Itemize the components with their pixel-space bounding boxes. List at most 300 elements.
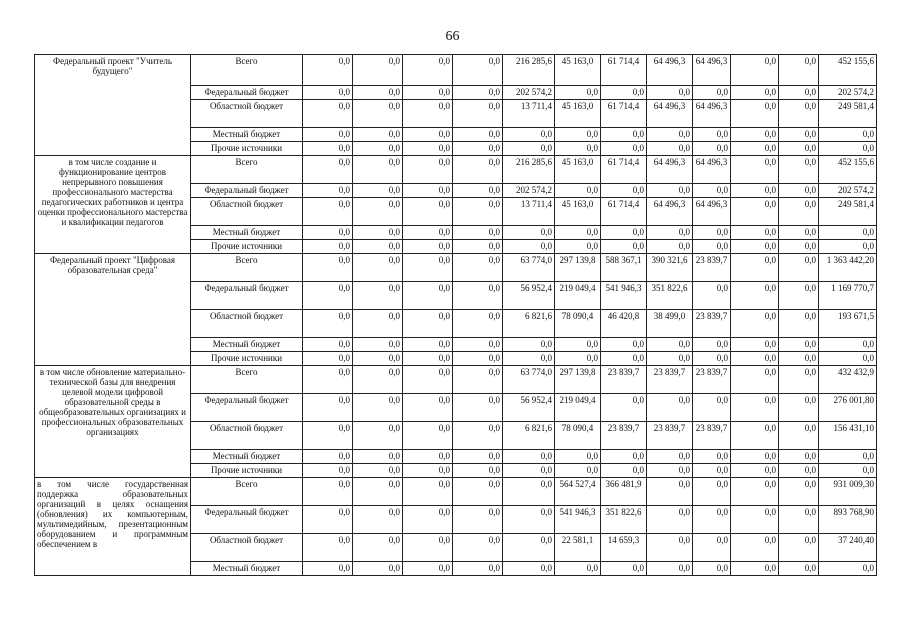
value-cell: 0,0 [453, 310, 503, 338]
funding-source-cell: Всего [191, 55, 303, 86]
value-cell: 0,0 [303, 478, 353, 506]
value-cell: 1 363 442,20 [819, 254, 877, 282]
value-cell: 366 481,9 [601, 478, 647, 506]
value-cell: 0,0 [647, 562, 693, 576]
value-cell: 193 671,5 [819, 310, 877, 338]
funding-source-cell: Местный бюджет [191, 128, 303, 142]
value-cell: 0,0 [453, 100, 503, 128]
value-cell: 0,0 [601, 128, 647, 142]
value-cell: 0,0 [353, 142, 403, 156]
value-cell: 0,0 [779, 226, 819, 240]
project-name-cell: в том числе государственная поддержка образовательных организаций в целях оснащения (обновления) их компьютерным, мультимедийным, презентационным оборудованием и программным обеспечением в [35, 478, 191, 576]
value-cell: 0,0 [403, 55, 453, 86]
value-cell: 0,0 [693, 282, 731, 310]
value-cell: 0,0 [503, 450, 555, 464]
value-cell: 45 163,0 [555, 55, 601, 86]
value-cell: 0,0 [819, 562, 877, 576]
value-cell: 0,0 [601, 86, 647, 100]
value-cell: 541 946,3 [601, 282, 647, 310]
value-cell: 0,0 [779, 394, 819, 422]
value-cell: 0,0 [601, 562, 647, 576]
value-cell: 0,0 [403, 128, 453, 142]
table-row [35, 478, 877, 506]
funding-source-cell: Прочие источники [191, 352, 303, 366]
value-cell: 0,0 [353, 86, 403, 100]
value-cell: 0,0 [403, 394, 453, 422]
value-cell: 0,0 [303, 86, 353, 100]
funding-source-cell: Местный бюджет [191, 338, 303, 352]
value-cell: 0,0 [779, 282, 819, 310]
value-cell: 64 496,3 [693, 100, 731, 128]
value-cell: 0,0 [601, 464, 647, 478]
value-cell: 564 527,4 [555, 478, 601, 506]
value-cell: 0,0 [555, 142, 601, 156]
value-cell: 0,0 [693, 450, 731, 464]
value-cell: 0,0 [403, 352, 453, 366]
funding-source-cell: Прочие источники [191, 464, 303, 478]
value-cell: 0,0 [693, 352, 731, 366]
value-cell: 0,0 [303, 156, 353, 184]
value-cell: 0,0 [453, 506, 503, 534]
value-cell: 351 822,6 [647, 282, 693, 310]
value-cell: 0,0 [403, 184, 453, 198]
value-cell: 23 839,7 [693, 422, 731, 450]
value-cell: 0,0 [779, 254, 819, 282]
funding-source-cell: Областной бюджет [191, 310, 303, 338]
value-cell: 0,0 [693, 184, 731, 198]
value-cell: 61 714,4 [601, 55, 647, 86]
value-cell: 156 431,10 [819, 422, 877, 450]
value-cell: 0,0 [601, 240, 647, 254]
funding-source-cell: Федеральный бюджет [191, 282, 303, 310]
value-cell: 0,0 [731, 282, 779, 310]
value-cell: 219 049,4 [555, 282, 601, 310]
value-cell: 0,0 [453, 86, 503, 100]
value-cell: 0,0 [353, 310, 403, 338]
value-cell: 0,0 [779, 100, 819, 128]
value-cell: 0,0 [303, 464, 353, 478]
value-cell: 0,0 [693, 562, 731, 576]
value-cell: 351 822,6 [601, 506, 647, 534]
value-cell: 0,0 [693, 338, 731, 352]
value-cell: 0,0 [647, 352, 693, 366]
value-cell: 0,0 [353, 366, 403, 394]
value-cell: 202 574,2 [819, 184, 877, 198]
value-cell: 0,0 [693, 464, 731, 478]
value-cell: 13 711,4 [503, 100, 555, 128]
value-cell: 0,0 [503, 464, 555, 478]
value-cell: 0,0 [403, 562, 453, 576]
value-cell: 0,0 [819, 450, 877, 464]
value-cell: 0,0 [353, 226, 403, 240]
value-cell: 202 574,2 [503, 86, 555, 100]
project-name-cell: Федеральный проект "Учитель будущего" [35, 55, 191, 156]
value-cell: 61 714,4 [601, 100, 647, 128]
value-cell: 0,0 [731, 55, 779, 86]
value-cell: 46 420,8 [601, 310, 647, 338]
value-cell: 23 839,7 [647, 366, 693, 394]
value-cell: 0,0 [819, 338, 877, 352]
value-cell: 0,0 [601, 338, 647, 352]
value-cell: 64 496,3 [647, 55, 693, 86]
value-cell: 0,0 [403, 156, 453, 184]
value-cell: 0,0 [731, 198, 779, 226]
value-cell: 0,0 [353, 464, 403, 478]
value-cell: 0,0 [779, 310, 819, 338]
funding-source-cell: Федеральный бюджет [191, 506, 303, 534]
value-cell: 38 499,0 [647, 310, 693, 338]
value-cell: 1 169 770,7 [819, 282, 877, 310]
table-row [35, 156, 877, 184]
value-cell: 0,0 [731, 128, 779, 142]
value-cell: 0,0 [403, 534, 453, 562]
funding-source-cell: Областной бюджет [191, 534, 303, 562]
value-cell: 0,0 [353, 394, 403, 422]
value-cell: 0,0 [403, 100, 453, 128]
value-cell: 56 952,4 [503, 394, 555, 422]
value-cell: 0,0 [453, 534, 503, 562]
table-row [35, 55, 877, 86]
value-cell: 0,0 [555, 464, 601, 478]
value-cell: 0,0 [731, 142, 779, 156]
value-cell: 0,0 [731, 450, 779, 464]
value-cell: 0,0 [303, 394, 353, 422]
funding-source-cell: Всего [191, 156, 303, 184]
value-cell: 0,0 [693, 142, 731, 156]
value-cell: 0,0 [731, 394, 779, 422]
value-cell: 0,0 [353, 100, 403, 128]
value-cell: 0,0 [353, 478, 403, 506]
value-cell: 0,0 [303, 184, 353, 198]
value-cell: 0,0 [403, 226, 453, 240]
value-cell: 0,0 [731, 534, 779, 562]
value-cell: 0,0 [731, 562, 779, 576]
value-cell: 64 496,3 [647, 198, 693, 226]
value-cell: 0,0 [731, 464, 779, 478]
value-cell: 0,0 [453, 450, 503, 464]
funding-source-cell: Всего [191, 254, 303, 282]
value-cell: 0,0 [819, 128, 877, 142]
value-cell: 0,0 [453, 226, 503, 240]
value-cell: 0,0 [779, 86, 819, 100]
value-cell: 0,0 [503, 128, 555, 142]
value-cell: 0,0 [819, 226, 877, 240]
funding-source-cell: Областной бюджет [191, 422, 303, 450]
value-cell: 0,0 [453, 478, 503, 506]
value-cell: 0,0 [779, 464, 819, 478]
value-cell: 23 839,7 [693, 254, 731, 282]
value-cell: 893 768,90 [819, 506, 877, 534]
value-cell: 0,0 [731, 226, 779, 240]
value-cell: 6 821,6 [503, 422, 555, 450]
value-cell: 0,0 [779, 184, 819, 198]
value-cell: 219 049,4 [555, 394, 601, 422]
value-cell: 0,0 [303, 310, 353, 338]
funding-source-cell: Всего [191, 366, 303, 394]
value-cell: 0,0 [303, 226, 353, 240]
value-cell: 0,0 [403, 254, 453, 282]
value-cell: 0,0 [453, 366, 503, 394]
table-row [35, 254, 877, 282]
value-cell: 23 839,7 [693, 310, 731, 338]
value-cell: 0,0 [601, 394, 647, 422]
value-cell: 0,0 [453, 352, 503, 366]
value-cell: 22 581,1 [555, 534, 601, 562]
value-cell: 452 155,6 [819, 156, 877, 184]
value-cell: 0,0 [647, 128, 693, 142]
value-cell: 0,0 [453, 156, 503, 184]
value-cell: 0,0 [453, 422, 503, 450]
value-cell: 56 952,4 [503, 282, 555, 310]
funding-source-cell: Федеральный бюджет [191, 184, 303, 198]
value-cell: 0,0 [353, 55, 403, 86]
value-cell: 0,0 [693, 534, 731, 562]
value-cell: 0,0 [731, 86, 779, 100]
value-cell: 0,0 [453, 464, 503, 478]
value-cell: 0,0 [303, 128, 353, 142]
value-cell: 0,0 [453, 240, 503, 254]
value-cell: 0,0 [731, 254, 779, 282]
value-cell: 0,0 [353, 282, 403, 310]
value-cell: 0,0 [303, 282, 353, 310]
project-name-cell: Федеральный проект "Цифровая образовательная среда" [35, 254, 191, 366]
value-cell: 14 659,3 [601, 534, 647, 562]
value-cell: 390 321,6 [647, 254, 693, 282]
value-cell: 0,0 [819, 240, 877, 254]
value-cell: 0,0 [453, 184, 503, 198]
value-cell: 0,0 [503, 506, 555, 534]
value-cell: 63 774,0 [503, 254, 555, 282]
value-cell: 297 139,8 [555, 366, 601, 394]
value-cell: 64 496,3 [693, 156, 731, 184]
value-cell: 0,0 [503, 534, 555, 562]
value-cell: 931 009,30 [819, 478, 877, 506]
value-cell: 0,0 [779, 338, 819, 352]
value-cell: 0,0 [353, 156, 403, 184]
value-cell: 0,0 [647, 478, 693, 506]
value-cell: 23 839,7 [693, 366, 731, 394]
value-cell: 61 714,4 [601, 198, 647, 226]
value-cell: 0,0 [819, 352, 877, 366]
value-cell: 0,0 [303, 240, 353, 254]
value-cell: 0,0 [647, 506, 693, 534]
table-row [35, 366, 877, 394]
value-cell: 0,0 [555, 450, 601, 464]
value-cell: 202 574,2 [819, 86, 877, 100]
value-cell: 0,0 [503, 338, 555, 352]
value-cell: 0,0 [779, 366, 819, 394]
value-cell: 0,0 [647, 86, 693, 100]
budget-table [34, 54, 877, 576]
value-cell: 0,0 [731, 366, 779, 394]
value-cell: 0,0 [819, 464, 877, 478]
value-cell: 0,0 [555, 240, 601, 254]
value-cell: 0,0 [693, 86, 731, 100]
page-number: 66 [445, 29, 460, 44]
value-cell: 0,0 [503, 562, 555, 576]
value-cell: 0,0 [647, 226, 693, 240]
value-cell: 0,0 [453, 338, 503, 352]
value-cell: 0,0 [731, 352, 779, 366]
value-cell: 0,0 [503, 142, 555, 156]
value-cell: 78 090,4 [555, 422, 601, 450]
value-cell: 0,0 [353, 338, 403, 352]
value-cell: 0,0 [503, 226, 555, 240]
value-cell: 0,0 [647, 534, 693, 562]
value-cell: 0,0 [303, 562, 353, 576]
value-cell: 0,0 [453, 254, 503, 282]
value-cell: 0,0 [403, 506, 453, 534]
value-cell: 6 821,6 [503, 310, 555, 338]
value-cell: 0,0 [303, 422, 353, 450]
value-cell: 0,0 [403, 478, 453, 506]
value-cell: 0,0 [779, 450, 819, 464]
value-cell: 588 367,1 [601, 254, 647, 282]
value-cell: 541 946,3 [555, 506, 601, 534]
value-cell: 0,0 [303, 100, 353, 128]
value-cell: 0,0 [503, 478, 555, 506]
funding-source-cell: Федеральный бюджет [191, 86, 303, 100]
value-cell: 37 240,40 [819, 534, 877, 562]
value-cell: 0,0 [731, 156, 779, 184]
value-cell: 0,0 [555, 128, 601, 142]
value-cell: 0,0 [303, 198, 353, 226]
value-cell: 0,0 [731, 184, 779, 198]
value-cell: 0,0 [353, 506, 403, 534]
value-cell: 432 432,9 [819, 366, 877, 394]
value-cell: 78 090,4 [555, 310, 601, 338]
value-cell: 0,0 [779, 422, 819, 450]
value-cell: 0,0 [647, 450, 693, 464]
value-cell: 0,0 [403, 198, 453, 226]
funding-source-cell: Всего [191, 478, 303, 506]
value-cell: 0,0 [353, 128, 403, 142]
value-cell: 0,0 [453, 128, 503, 142]
value-cell: 45 163,0 [555, 100, 601, 128]
value-cell: 452 155,6 [819, 55, 877, 86]
value-cell: 0,0 [601, 450, 647, 464]
value-cell: 0,0 [693, 394, 731, 422]
value-cell: 0,0 [303, 254, 353, 282]
value-cell: 0,0 [403, 464, 453, 478]
value-cell: 0,0 [731, 422, 779, 450]
value-cell: 0,0 [353, 450, 403, 464]
value-cell: 63 774,0 [503, 366, 555, 394]
value-cell: 0,0 [693, 506, 731, 534]
value-cell: 0,0 [403, 450, 453, 464]
value-cell: 0,0 [731, 240, 779, 254]
value-cell: 0,0 [403, 86, 453, 100]
value-cell: 45 163,0 [555, 156, 601, 184]
value-cell: 0,0 [731, 478, 779, 506]
value-cell: 0,0 [601, 184, 647, 198]
value-cell: 0,0 [353, 562, 403, 576]
value-cell: 0,0 [503, 240, 555, 254]
project-name-cell: в том числе обновление материально-технической базы для внедрения целевой модели цифровой образовательной среды в общеобразовательных организациях и профессиональных образовательных организациях [35, 366, 191, 478]
value-cell: 0,0 [693, 240, 731, 254]
value-cell: 0,0 [353, 240, 403, 254]
value-cell: 216 285,6 [503, 55, 555, 86]
value-cell: 0,0 [779, 534, 819, 562]
value-cell: 0,0 [779, 352, 819, 366]
value-cell: 249 581,4 [819, 198, 877, 226]
value-cell: 0,0 [303, 338, 353, 352]
value-cell: 0,0 [403, 422, 453, 450]
value-cell: 61 714,4 [601, 156, 647, 184]
value-cell: 64 496,3 [647, 100, 693, 128]
value-cell: 0,0 [353, 422, 403, 450]
value-cell: 0,0 [779, 240, 819, 254]
value-cell: 0,0 [779, 142, 819, 156]
value-cell: 0,0 [453, 394, 503, 422]
value-cell: 0,0 [555, 338, 601, 352]
value-cell: 0,0 [503, 352, 555, 366]
funding-source-cell: Областной бюджет [191, 100, 303, 128]
value-cell: 0,0 [601, 142, 647, 156]
value-cell: 0,0 [353, 352, 403, 366]
value-cell: 13 711,4 [503, 198, 555, 226]
value-cell: 0,0 [453, 142, 503, 156]
funding-source-cell: Прочие источники [191, 142, 303, 156]
value-cell: 0,0 [353, 198, 403, 226]
value-cell: 0,0 [693, 226, 731, 240]
value-cell: 0,0 [353, 254, 403, 282]
value-cell: 276 001,80 [819, 394, 877, 422]
value-cell: 0,0 [647, 240, 693, 254]
value-cell: 0,0 [779, 562, 819, 576]
value-cell: 0,0 [303, 450, 353, 464]
value-cell: 0,0 [779, 506, 819, 534]
value-cell: 0,0 [731, 310, 779, 338]
value-cell: 0,0 [453, 198, 503, 226]
value-cell: 23 839,7 [601, 422, 647, 450]
value-cell: 0,0 [647, 184, 693, 198]
value-cell: 0,0 [403, 240, 453, 254]
value-cell: 0,0 [647, 464, 693, 478]
value-cell: 64 496,3 [693, 198, 731, 226]
funding-source-cell: Прочие источники [191, 240, 303, 254]
value-cell: 0,0 [453, 562, 503, 576]
value-cell: 0,0 [731, 506, 779, 534]
value-cell: 0,0 [601, 226, 647, 240]
value-cell: 23 839,7 [601, 366, 647, 394]
value-cell: 0,0 [601, 352, 647, 366]
value-cell: 0,0 [693, 478, 731, 506]
value-cell: 0,0 [779, 156, 819, 184]
value-cell: 0,0 [819, 142, 877, 156]
value-cell: 64 496,3 [647, 156, 693, 184]
funding-source-cell: Местный бюджет [191, 450, 303, 464]
value-cell: 0,0 [555, 184, 601, 198]
value-cell: 0,0 [403, 366, 453, 394]
value-cell: 297 139,8 [555, 254, 601, 282]
value-cell: 0,0 [303, 506, 353, 534]
funding-source-cell: Областной бюджет [191, 198, 303, 226]
value-cell: 0,0 [303, 534, 353, 562]
value-cell: 249 581,4 [819, 100, 877, 128]
value-cell: 0,0 [403, 282, 453, 310]
value-cell: 0,0 [647, 338, 693, 352]
value-cell: 0,0 [555, 562, 601, 576]
value-cell: 0,0 [303, 352, 353, 366]
value-cell: 0,0 [647, 394, 693, 422]
value-cell: 216 285,6 [503, 156, 555, 184]
value-cell: 0,0 [453, 55, 503, 86]
funding-source-cell: Местный бюджет [191, 226, 303, 240]
value-cell: 0,0 [353, 184, 403, 198]
value-cell: 0,0 [731, 338, 779, 352]
value-cell: 0,0 [647, 142, 693, 156]
